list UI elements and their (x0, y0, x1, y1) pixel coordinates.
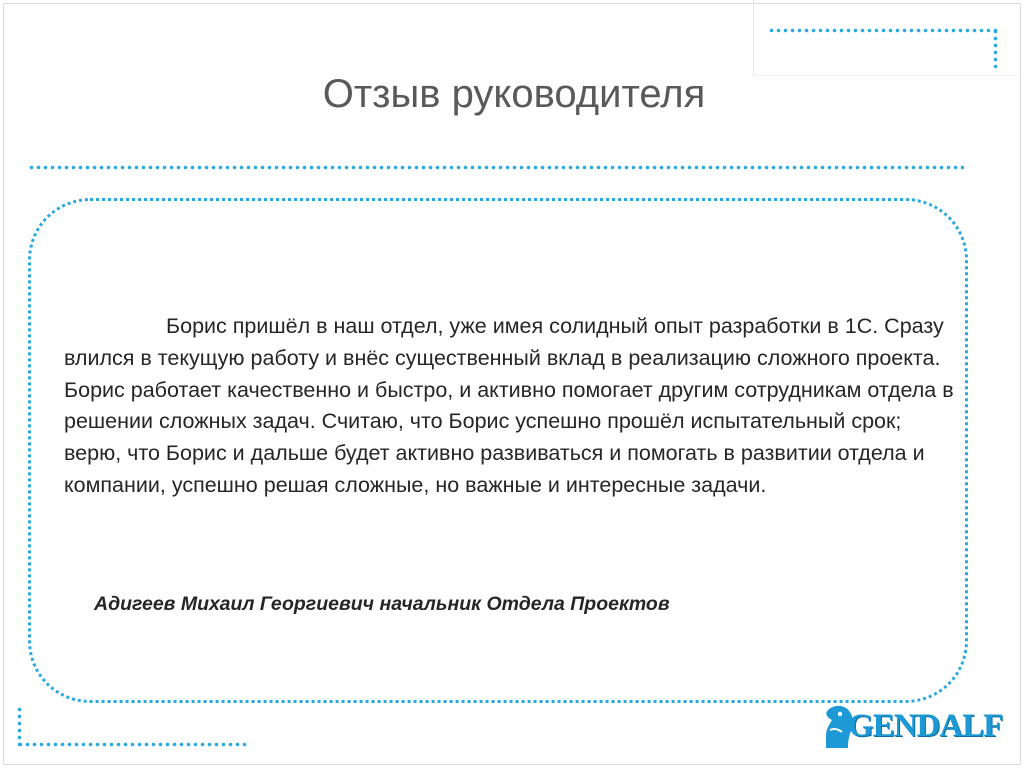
corner-dots-top (768, 28, 998, 33)
review-paragraph: Борис пришёл в наш отдел, уже имея солидный опыт разработки в 1С. Сразу влился в текущую работу и внёс существенный вклад в реализацию сложного проекта. Борис работает качественно и быстро, и активно помогает другим сотрудникам отдела в решении сложных задач. Считаю, что Борис успешно прошёл испытательный срок; верю, что Борис и дальше будет активно развиваться и помогать в развитии отдела и компании, успешно решая сложные, но важные и интересные задачи. (64, 314, 954, 497)
signature: Адигеев Михаил Георгиевич начальник Отдела Проектов (94, 593, 670, 615)
logo-text: GENDALF (848, 708, 1003, 744)
review-text (64, 311, 964, 502)
company-logo (818, 698, 1018, 754)
corner-decoration-box (753, 0, 1021, 76)
corner-dots-left (17, 706, 22, 746)
title-divider-dots (28, 165, 964, 170)
page-title: Отзыв руководителя (322, 72, 706, 116)
corner-dots-right (993, 28, 998, 68)
corner-dots-bottom (17, 742, 249, 747)
